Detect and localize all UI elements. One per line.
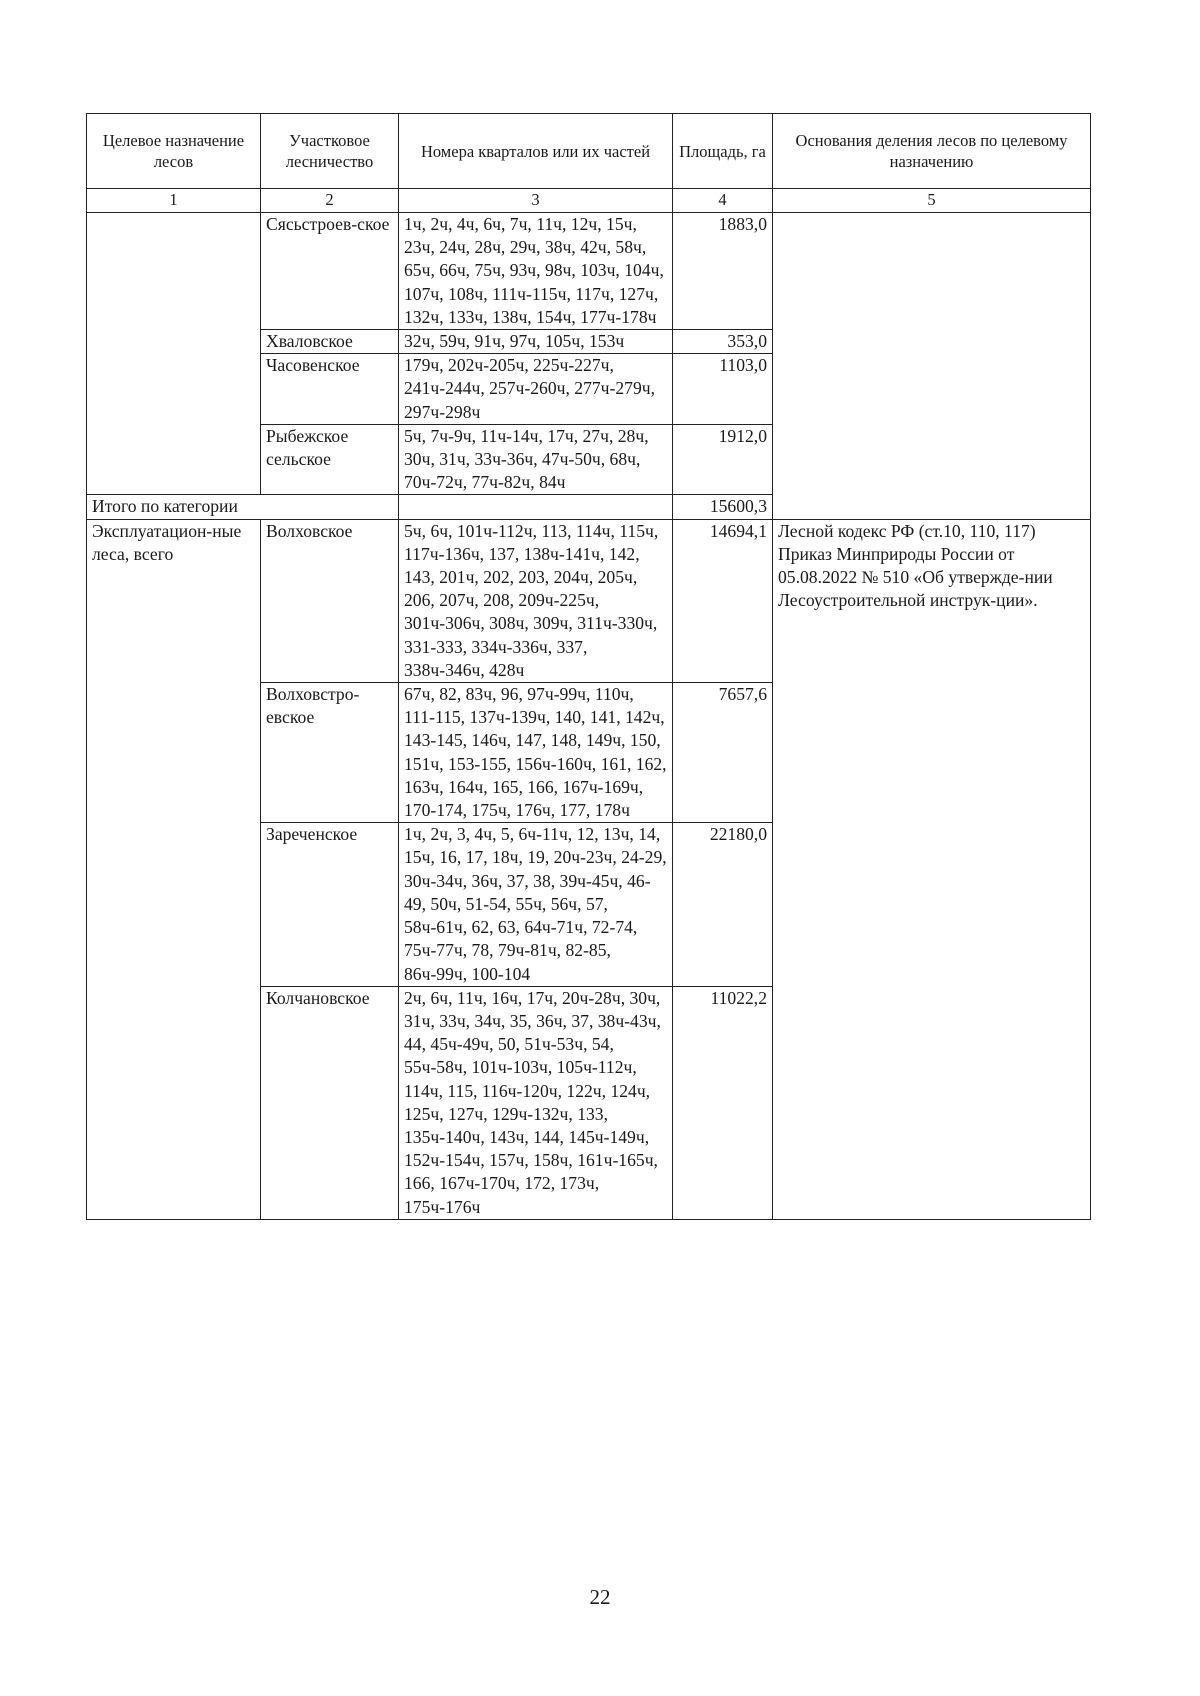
quarters-cell: 1ч, 2ч, 4ч, 6ч, 7ч, 11ч, 12ч, 15ч, 23ч, 24ч, 28ч, 29ч, 38ч, 42ч, 58ч, 65ч, 66ч, 75ч, 93ч, 98ч, 103ч, 104ч, 107ч, 108ч, 111ч-115ч, 117ч, 127ч, 132ч, 133ч, 138ч, 154ч, 177ч-178ч — [399, 213, 673, 330]
basis-cell: Лесной кодекс РФ (ст.10, 110, 117) Приказ Минприроды России от 05.08.2022 № 510 «Об утвержде-нии Лесоустроительной инструк-ции». — [773, 519, 1091, 1219]
column-number: 4 — [673, 189, 773, 213]
district-cell: Часовенское — [261, 354, 399, 425]
basis-cell-empty — [773, 213, 1091, 520]
column-number: 3 — [399, 189, 673, 213]
forest-purpose-table — [86, 113, 1091, 1220]
quarters-cell: 2ч, 6ч, 11ч, 16ч, 17ч, 20ч-28ч, 30ч, 31ч, 33ч, 34ч, 35, 36ч, 37, 38ч-43ч, 44, 45ч-49ч, 50, 51ч-53ч, 54, 55ч-58ч, 101ч-103ч, 105ч-112ч, 114ч, 115, 116ч-120ч, 122ч, 124ч, 125ч, 127ч, 129ч-132ч, 133, 135ч-140ч, 143ч, 144, 145ч-149ч, 152ч-154ч, 157ч, 158ч, 161ч-165ч, 166, 167ч-170ч, 172, 173ч, 175ч-176ч — [399, 986, 673, 1219]
quarters-cell: 5ч, 7ч-9ч, 11ч-14ч, 17ч, 27ч, 28ч, 30ч, 31ч, 33ч-36ч, 47ч-50ч, 68ч, 70ч-72ч, 77ч-82ч, 84ч — [399, 424, 673, 495]
area-cell: 1883,0 — [673, 213, 773, 330]
column-number: 2 — [261, 189, 399, 213]
quarters-cell: 32ч, 59ч, 91ч, 97ч, 105ч, 153ч — [399, 330, 673, 354]
category-total-area: 15600,3 — [673, 495, 773, 519]
purpose-cell-empty — [87, 213, 261, 495]
column-numbers-row — [87, 189, 1091, 213]
column-number: 1 — [87, 189, 261, 213]
header-area: Площадь, га — [673, 114, 773, 189]
area-cell: 353,0 — [673, 330, 773, 354]
quarters-cell: 67ч, 82, 83ч, 96, 97ч-99ч, 110ч, 111-115, 137ч-139ч, 140, 141, 142ч, 143-145, 146ч, 147, 148, 149ч, 150, 151ч, 153-155, 156ч-160ч, 161, 162, 163ч, 164ч, 165, 166, 167ч-169ч, 170-174, 175ч, 176ч, 177, 178ч — [399, 683, 673, 823]
district-cell: Сясьстроев-ское — [261, 213, 399, 330]
area-cell: 1103,0 — [673, 354, 773, 425]
area-cell: 11022,2 — [673, 986, 773, 1219]
header-purpose: Целевое назначение лесов — [87, 114, 261, 189]
table-row — [87, 213, 1091, 330]
district-cell: Волховстро-евское — [261, 683, 399, 823]
district-cell: Зареченское — [261, 823, 399, 986]
district-cell: Рыбежское сельское — [261, 424, 399, 495]
area-cell: 7657,6 — [673, 683, 773, 823]
quarters-cell: 1ч, 2ч, 3, 4ч, 5, 6ч-11ч, 12, 13ч, 14, 15ч, 16, 17, 18ч, 19, 20ч-23ч, 24-29, 30ч-34ч, 36ч, 37, 38, 39ч-45ч, 46-49, 50ч, 51-54, 55ч, 56ч, 57, 58ч-61ч, 62, 63, 64ч-71ч, 72-74, 75ч-77ч, 78, 79ч-81ч, 82-85, 86ч-99ч, 100-104 — [399, 823, 673, 986]
purpose-cell: Эксплуатацион-ные леса, всего — [87, 519, 261, 1219]
page-number: 22 — [589, 1585, 611, 1609]
category-total-label: Итого по категории — [87, 495, 399, 519]
district-cell: Хваловское — [261, 330, 399, 354]
header-basis: Основания деления лесов по целевому назначению — [773, 114, 1091, 189]
quarters-cell: 179ч, 202ч-205ч, 225ч-227ч, 241ч-244ч, 257ч-260ч, 277ч-279ч, 297ч-298ч — [399, 354, 673, 425]
header-quarters: Номера кварталов или их частей — [399, 114, 673, 189]
district-cell: Колчановское — [261, 986, 399, 1219]
district-cell: Волховское — [261, 519, 399, 682]
table-row — [87, 519, 1091, 682]
column-number: 5 — [773, 189, 1091, 213]
header-district: Участковое лесничество — [261, 114, 399, 189]
area-cell: 14694,1 — [673, 519, 773, 682]
area-cell: 1912,0 — [673, 424, 773, 495]
area-cell: 22180,0 — [673, 823, 773, 986]
quarters-cell: 5ч, 6ч, 101ч-112ч, 113, 114ч, 115ч, 117ч-136ч, 137, 138ч-141ч, 142, 143, 201ч, 202, 203, 204ч, 205ч, 206, 207ч, 208, 209ч-225ч, 301ч-306ч, 308ч, 309ч, 311ч-330ч, 331-333, 334ч-336ч, 337, 338ч-346ч, 428ч — [399, 519, 673, 682]
header-row — [87, 114, 1091, 189]
category-total-quarters-empty — [399, 495, 673, 519]
